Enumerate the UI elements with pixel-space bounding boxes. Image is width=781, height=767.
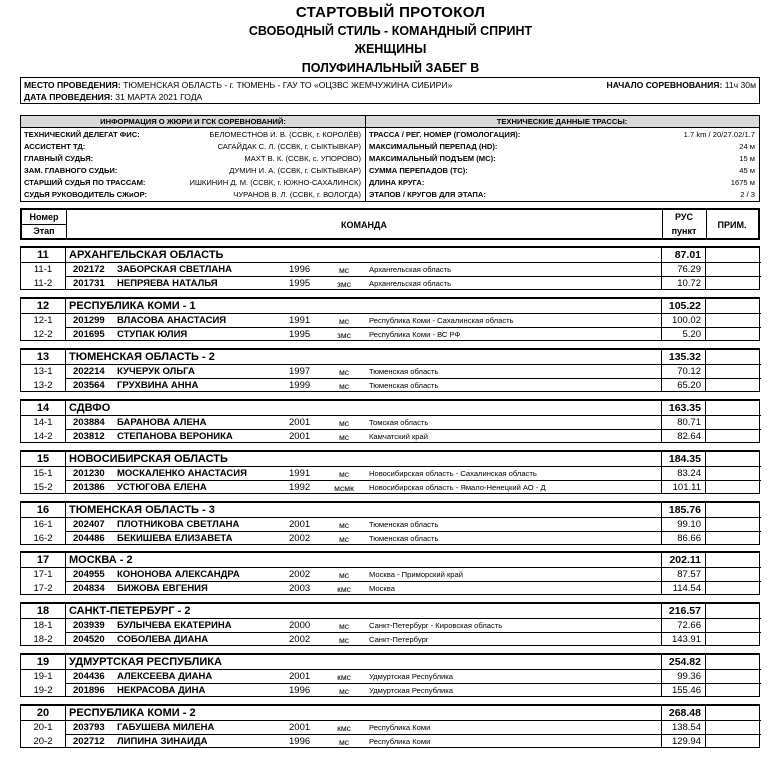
birth-year: 1991 xyxy=(289,315,311,326)
athlete-name: МОСКАЛЕНКО АНАСТАСИЯ xyxy=(117,468,247,479)
stage-number: 12-2 xyxy=(33,329,53,340)
sport-rank: кмс xyxy=(337,672,351,682)
team-number: 17 xyxy=(36,554,50,566)
team-block xyxy=(20,551,760,595)
track-header: ТЕХНИЧЕСКИЕ ДАННЫЕ ТРАССЫ: xyxy=(365,116,759,128)
athlete-points: 87.57 xyxy=(677,569,701,580)
team-name: СДВФО xyxy=(69,402,111,414)
team-name: РЕСПУБЛИКА КОМИ - 2 xyxy=(69,707,196,719)
date-label: ДАТА ПРОВЕДЕНИЯ: xyxy=(24,92,113,102)
athlete-name: ГАБУШЕВА МИЛЕНА xyxy=(117,722,215,733)
stage-number: 16-2 xyxy=(33,533,53,544)
bib-number: 204955 xyxy=(73,569,105,580)
athlete-name: УСТЮГОВА ЕЛЕНА xyxy=(117,482,207,493)
category-title: ЖЕНЩИНЫ xyxy=(354,42,427,56)
stage-number: 18-1 xyxy=(33,620,53,631)
discipline-title: СВОБОДНЫЙ СТИЛЬ - КОМАНДНЫЙ СПРИНТ xyxy=(248,24,533,38)
bib-number: 202214 xyxy=(73,366,105,377)
athlete-region: Тюменская область xyxy=(369,520,439,529)
place-row xyxy=(24,79,452,91)
team-block xyxy=(20,501,760,545)
header-team: КОМАНДА xyxy=(341,220,387,230)
team-number: 18 xyxy=(36,605,50,617)
athlete-name: БУЛЫЧЕВА ЕКАТЕРИНА xyxy=(117,620,232,631)
jury-value: БЕЛОМЕСТНОВ И. В. (ССВК, г. КОРОЛЁВ) xyxy=(209,130,361,139)
grid-line xyxy=(65,706,66,747)
stage-number: 13-1 xyxy=(33,366,53,377)
grid-line xyxy=(705,350,706,391)
athlete-region: Республика Коми - ВС РФ xyxy=(369,330,461,339)
athlete-region: Архангельская область xyxy=(369,265,452,274)
sport-rank: змс xyxy=(337,330,351,340)
jury-value: ЧУРАНОВ В. Л. (ССВК, г. ВОЛОГДА) xyxy=(233,190,361,199)
athlete-name: КОНОНОВА АЛЕКСАНДРА xyxy=(117,569,240,580)
sport-rank: мс xyxy=(338,469,350,479)
sport-rank: мс xyxy=(338,737,350,747)
athlete-region: Новосибирская область - Ямало-Ненецкий АО - Д xyxy=(369,483,546,492)
team-number: 19 xyxy=(36,656,50,668)
bib-number: 201386 xyxy=(73,482,105,493)
stage-number: 11-2 xyxy=(33,278,53,289)
grid-line xyxy=(705,503,706,544)
bib-number: 204436 xyxy=(73,671,105,682)
track-label: ДЛИНА КРУГА: xyxy=(369,178,425,187)
sport-rank: мс xyxy=(338,265,350,275)
stage-number: 15-2 xyxy=(33,482,53,493)
birth-year: 2000 xyxy=(289,620,311,631)
team-number: 16 xyxy=(36,504,50,516)
athlete-name: ВЛАСОВА АНАСТАСИЯ xyxy=(117,315,227,326)
bib-number: 203564 xyxy=(73,380,105,391)
start-label: НАЧАЛО СОРЕВНОВАНИЯ: xyxy=(606,80,723,90)
bib-number: 201695 xyxy=(73,329,105,340)
stage-number: 17-2 xyxy=(33,583,53,594)
team-points: 87.01 xyxy=(674,249,701,261)
athlete-region: Республика Коми xyxy=(369,723,431,732)
stage-number: 14-1 xyxy=(33,417,53,428)
athlete-name: ГРУХВИНА АННА xyxy=(117,380,199,391)
team-number: 15 xyxy=(36,453,50,465)
birth-year: 1992 xyxy=(289,482,311,493)
bib-number: 201299 xyxy=(73,315,105,326)
table-header xyxy=(20,208,760,240)
bib-number: 204834 xyxy=(73,583,105,594)
grid-line xyxy=(705,299,706,340)
bib-number: 201731 xyxy=(73,278,105,289)
place-label: МЕСТО ПРОВЕДЕНИЯ: xyxy=(24,80,121,90)
track-label: ТРАССА / РЕГ. НОМЕР (ГОМОЛОГАЦИЯ): xyxy=(369,130,521,139)
team-name: МОСКВА - 2 xyxy=(69,554,133,566)
athlete-name: НЕКРАСОВА ДИНА xyxy=(117,685,206,696)
athlete-name: ЗАБОРСКАЯ СВЕТЛАНА xyxy=(117,264,232,275)
bib-number: 201896 xyxy=(73,685,105,696)
athlete-points: 101.11 xyxy=(672,482,701,493)
athlete-points: 82.64 xyxy=(677,431,701,442)
header-stage: Этап xyxy=(33,226,55,236)
athlete-points: 138.54 xyxy=(671,722,701,733)
sport-rank: мс xyxy=(338,381,350,391)
team-name: РЕСПУБЛИКА КОМИ - 1 xyxy=(69,300,196,312)
grid-line xyxy=(705,401,706,442)
grid-line xyxy=(65,248,66,289)
birth-year: 1999 xyxy=(289,380,311,391)
track-value: 24 м xyxy=(739,142,755,151)
sport-rank: мсмк xyxy=(334,483,354,493)
protocol-title: СТАРТОВЫЙ ПРОТОКОЛ xyxy=(295,4,486,21)
heat-title: ПОЛУФИНАЛЬНЫЙ ЗАБЕГ В xyxy=(301,61,480,75)
bib-number: 203939 xyxy=(73,620,105,631)
athlete-points: 155.46 xyxy=(671,685,701,696)
team-block xyxy=(20,602,760,646)
team-block xyxy=(20,399,760,443)
jury-label: ЗАМ. ГЛАВНОГО СУДЬИ: xyxy=(24,166,118,175)
track-value: 1675 м xyxy=(730,178,755,187)
team-points: 163.35 xyxy=(668,402,701,414)
birth-year: 2001 xyxy=(289,431,311,442)
stage-number: 13-2 xyxy=(33,380,53,391)
athlete-region: Москва xyxy=(369,584,395,593)
birth-year: 2001 xyxy=(289,722,311,733)
jury-value: МАХТ В. К. (ССВК, с. УПОРОВО) xyxy=(244,154,361,163)
track-label: ЭТАПОВ / КРУГОВ ДЛЯ ЭТАПА: xyxy=(369,190,486,199)
birth-year: 2002 xyxy=(289,634,311,645)
athlete-name: СТУПАК ЮЛИЯ xyxy=(117,329,188,340)
athlete-region: Санкт-Петербург - Кировская область xyxy=(369,621,503,630)
track-value: 45 м xyxy=(739,166,755,175)
sport-rank: мс xyxy=(338,635,350,645)
jury-value: ИШКИНИН Д. М. (ССВК, г. ЮЖНО-САХАЛИНСК) xyxy=(189,178,361,187)
athlete-region: Тюменская область xyxy=(369,381,439,390)
bib-number: 204486 xyxy=(73,533,105,544)
athlete-points: 143.91 xyxy=(671,634,701,645)
athlete-name: БАРАНОВА АЛЕНА xyxy=(117,417,207,428)
track-value: 2 / 3 xyxy=(740,190,755,199)
athlete-region: Удмуртская Республика xyxy=(369,672,453,681)
grid-line xyxy=(705,452,706,493)
stage-number: 12-1 xyxy=(33,315,53,326)
team-block xyxy=(20,653,760,697)
grid-line xyxy=(65,503,66,544)
bib-number: 202172 xyxy=(73,264,105,275)
athlete-points: 80.71 xyxy=(677,417,701,428)
team-points: 184.35 xyxy=(668,453,701,465)
grid-line xyxy=(705,248,706,289)
athlete-name: БИЖОВА ЕВГЕНИЯ xyxy=(117,583,208,594)
athlete-points: 83.24 xyxy=(677,468,701,479)
start-value: 11ч 30м xyxy=(724,80,756,90)
athlete-points: 5.20 xyxy=(682,329,701,340)
track-value: 15 м xyxy=(739,154,755,163)
athlete-points: 114.54 xyxy=(672,583,701,594)
bib-number: 203812 xyxy=(73,431,105,442)
athlete-points: 129.94 xyxy=(671,736,701,747)
stage-number: 11-1 xyxy=(33,264,53,275)
team-block xyxy=(20,450,760,494)
grid-line xyxy=(705,655,706,696)
team-name: САНКТ-ПЕТЕРБУРГ - 2 xyxy=(69,605,191,617)
athlete-name: АЛЕКСЕЕВА ДИАНА xyxy=(117,671,213,682)
athlete-name: ЛИПИНА ЗИНАИДА xyxy=(117,736,208,747)
team-name: АРХАНГЕЛЬСКАЯ ОБЛАСТЬ xyxy=(69,249,224,261)
sport-rank: кмс xyxy=(337,723,351,733)
athlete-points: 99.10 xyxy=(677,519,701,530)
header-rus-points: пункт xyxy=(671,226,697,236)
birth-year: 2001 xyxy=(289,519,311,530)
athlete-points: 70.12 xyxy=(677,366,701,377)
birth-year: 1996 xyxy=(289,736,311,747)
place-value: ТЮМЕНСКАЯ ОБЛАСТЬ - г. ТЮМЕНЬ - ГАУ ТО «ОЦЗВС ЖЕМЧУЖИНА СИБИРИ» xyxy=(123,80,453,90)
header-rus: РУС xyxy=(675,212,693,222)
grid-line xyxy=(705,553,706,594)
team-points: 185.76 xyxy=(668,504,701,516)
team-name: УДМУРТСКАЯ РЕСПУБЛИКА xyxy=(69,656,222,668)
athlete-region: Томская область xyxy=(369,418,429,427)
athlete-name: БЕКИШЕВА ЕЛИЗАВЕТА xyxy=(117,533,233,544)
athlete-name: СОБОЛЕВА ДИАНА xyxy=(117,634,209,645)
athlete-region: Тюменская область xyxy=(369,534,439,543)
stage-number: 15-1 xyxy=(33,468,53,479)
stage-number: 17-1 xyxy=(33,569,53,580)
birth-year: 1995 xyxy=(289,278,311,289)
jury-label: СТАРШИЙ СУДЬЯ ПО ТРАССАМ: xyxy=(24,178,146,187)
jury-label: ТЕХНИЧЕСКИЙ ДЕЛЕГАТ ФИС: xyxy=(24,130,140,139)
athlete-points: 86.66 xyxy=(677,533,701,544)
jury-divider xyxy=(365,116,366,201)
grid-line xyxy=(705,604,706,645)
jury-value: ДУМИН И. А. (ССВК, г. СЫКТЫВКАР) xyxy=(229,166,361,175)
team-points: 135.32 xyxy=(668,351,701,363)
team-number: 13 xyxy=(36,351,50,363)
sport-rank: мс xyxy=(338,418,350,428)
athlete-points: 65.20 xyxy=(677,380,701,391)
team-name: НОВОСИБИРСКАЯ ОБЛАСТЬ xyxy=(69,453,228,465)
bib-number: 203884 xyxy=(73,417,105,428)
team-block xyxy=(20,297,760,341)
header-note: ПРИМ. xyxy=(717,220,747,230)
team-block xyxy=(20,246,760,290)
track-value: 1.7 km / 20/27.02/1.7 xyxy=(683,130,755,139)
grid-line xyxy=(65,401,66,442)
grid-line xyxy=(65,553,66,594)
bib-number: 204520 xyxy=(73,634,105,645)
event-info-box xyxy=(20,77,760,104)
sport-rank: мс xyxy=(338,570,350,580)
jury-value: САГАЙДАК С. Л. (ССВК, г. СЫКТЫВКАР) xyxy=(217,142,361,151)
sport-rank: мс xyxy=(338,621,350,631)
athlete-region: Республика Коми - Сахалинская область xyxy=(369,316,514,325)
jury-label: АССИСТЕНТ ТД: xyxy=(24,142,86,151)
team-number: 11 xyxy=(37,249,49,261)
athlete-region: Москва - Приморский край xyxy=(369,570,463,579)
birth-year: 2003 xyxy=(289,583,311,594)
grid-line xyxy=(65,452,66,493)
athlete-name: ПЛОТНИКОВА СВЕТЛАНА xyxy=(117,519,240,530)
athlete-name: КУЧЕРУК ОЛЬГА xyxy=(117,366,195,377)
header-split xyxy=(22,224,66,225)
athlete-region: Тюменская область xyxy=(369,367,439,376)
sport-rank: мс xyxy=(338,316,350,326)
jury-header: ИНФОРМАЦИЯ О ЖЮРИ И ГСК СОРЕВНОВАНИЙ: xyxy=(21,116,365,128)
team-points: 202.11 xyxy=(669,554,701,566)
grid-line xyxy=(65,350,66,391)
athlete-region: Новосибирская область - Сахалинская область xyxy=(369,469,537,478)
jury-info-box xyxy=(20,115,760,202)
stage-number: 18-2 xyxy=(33,634,53,645)
team-block xyxy=(20,348,760,392)
jury-label: ГЛАВНЫЙ СУДЬЯ: xyxy=(24,154,94,163)
sport-rank: мс xyxy=(338,432,350,442)
bib-number: 202407 xyxy=(73,519,105,530)
birth-year: 2001 xyxy=(289,417,311,428)
birth-year: 1995 xyxy=(289,329,311,340)
team-name: ТЮМЕНСКАЯ ОБЛАСТЬ - 3 xyxy=(69,504,215,516)
athlete-region: Санкт-Петербург xyxy=(369,635,429,644)
team-number: 12 xyxy=(36,300,50,312)
track-label: МАКСИМАЛЬНЫЙ ПЕРЕПАД (HD): xyxy=(369,142,498,151)
birth-year: 1996 xyxy=(289,685,311,696)
stage-number: 14-2 xyxy=(33,431,53,442)
athlete-region: Республика Коми xyxy=(369,737,431,746)
bib-number: 202712 xyxy=(73,736,105,747)
stage-number: 20-2 xyxy=(33,736,53,747)
bib-number: 203793 xyxy=(73,722,105,733)
sport-rank: мс xyxy=(338,520,350,530)
birth-year: 2001 xyxy=(289,671,311,682)
athlete-region: Архангельская область xyxy=(369,279,452,288)
athlete-points: 99.36 xyxy=(677,671,701,682)
athlete-points: 10.72 xyxy=(677,278,701,289)
team-points: 268.48 xyxy=(668,707,701,719)
birth-year: 1991 xyxy=(289,468,311,479)
team-name: ТЮМЕНСКАЯ ОБЛАСТЬ - 2 xyxy=(69,351,215,363)
athlete-points: 100.02 xyxy=(671,315,701,326)
start-time xyxy=(606,79,756,91)
stage-number: 16-1 xyxy=(33,519,53,530)
birth-year: 2002 xyxy=(289,569,311,580)
stage-number: 20-1 xyxy=(33,722,53,733)
team-points: 105.22 xyxy=(668,300,701,312)
date-value: 31 МАРТА 2021 ГОДА xyxy=(115,92,203,102)
date-row xyxy=(24,91,202,103)
sport-rank: мс xyxy=(338,534,350,544)
athlete-points: 72.66 xyxy=(677,620,701,631)
stage-number: 19-2 xyxy=(33,685,53,696)
birth-year: 1997 xyxy=(289,366,311,377)
athlete-name: СТЕПАНОВА ВЕРОНИКА xyxy=(117,431,233,442)
track-label: СУММА ПЕРЕПАДОВ (TC): xyxy=(369,166,468,175)
team-number: 14 xyxy=(36,402,50,414)
birth-year: 1996 xyxy=(289,264,311,275)
grid-line xyxy=(65,299,66,340)
team-points: 254.82 xyxy=(668,656,701,668)
sport-rank: змс xyxy=(337,279,351,289)
sport-rank: мс xyxy=(338,686,350,696)
team-points: 216.57 xyxy=(668,605,701,617)
athlete-points: 76.29 xyxy=(677,264,701,275)
sport-rank: мс xyxy=(338,367,350,377)
team-number: 20 xyxy=(36,707,50,719)
athlete-region: Камчатский край xyxy=(369,432,428,441)
team-block xyxy=(20,704,760,748)
bib-number: 201230 xyxy=(73,468,105,479)
grid-line xyxy=(65,604,66,645)
stage-number: 19-1 xyxy=(33,671,53,682)
grid-line xyxy=(65,655,66,696)
athlete-region: Удмуртская Республика xyxy=(369,686,453,695)
athlete-name: НЕПРЯЕВА НАТАЛЬЯ xyxy=(117,278,218,289)
jury-label: СУДЬЯ РУКОВОДИТЕЛЬ СЖиОР: xyxy=(24,190,148,199)
track-label: МАКСИМАЛЬНЫЙ ПОДЪЕМ (MC): xyxy=(369,154,496,163)
sport-rank: кмс xyxy=(337,584,351,594)
header-number: Номер xyxy=(29,212,59,222)
birth-year: 2002 xyxy=(289,533,311,544)
grid-line xyxy=(705,706,706,747)
